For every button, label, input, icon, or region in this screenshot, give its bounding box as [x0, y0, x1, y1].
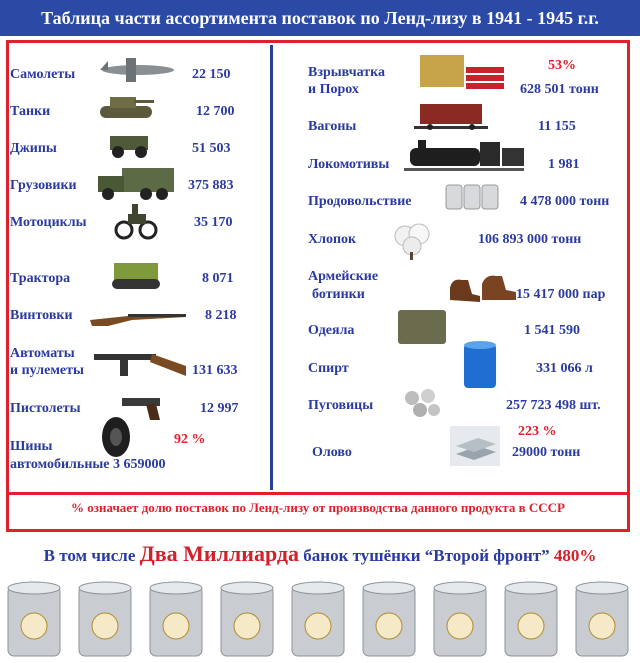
item-value-rifles: 8 218 [205, 308, 237, 323]
item-value-boots: 15 417 000 пар [516, 287, 606, 302]
item-value-trucks: 375 883 [188, 178, 234, 193]
item-value-smg: 131 633 [192, 363, 238, 378]
item-label-trucks: Грузовики [10, 178, 77, 193]
item-value-pistols: 12 997 [200, 401, 239, 416]
motorcycle-icon [114, 202, 158, 240]
jeep-icon [106, 126, 152, 160]
item-value-explosives: 628 501 тонн [520, 82, 599, 97]
tire-icon [100, 416, 132, 458]
divider-line [6, 492, 630, 495]
item-label-railcars: Вагоны [308, 119, 357, 134]
item-percent-tin: 223 % [518, 424, 557, 439]
item-label-smg: Автоматы [10, 346, 75, 361]
bottom-middle: банок тушёнки “Второй фронт” [299, 546, 554, 565]
item-label-tin: Олово [312, 445, 352, 460]
item-label-tractors: Трактора [10, 271, 71, 286]
tin-ingots-icon [448, 424, 502, 468]
barrel-icon [462, 340, 498, 392]
can-icon [75, 580, 135, 660]
blanket-icon [396, 308, 448, 346]
tractor-icon [110, 257, 162, 293]
item-value-tractors: 8 071 [202, 271, 234, 286]
item-value-railcars: 11 155 [538, 119, 576, 134]
column-divider [270, 45, 273, 490]
item-percent-tires: 92 % [174, 432, 206, 447]
item-value-locomotives: 1 981 [548, 157, 580, 172]
item-label-alcohol: Спирт [308, 361, 349, 376]
explosives-icon [418, 53, 506, 93]
can-icon [217, 580, 277, 660]
bottom-prefix: В том числе [43, 546, 140, 565]
item-value-cotton: 106 893 000 тонн [478, 232, 582, 247]
railcar-icon [412, 100, 490, 132]
item-label-blankets: Одеяла [308, 323, 355, 338]
can-icon [501, 580, 561, 660]
item-label-explosives: Взрывчатка [308, 65, 385, 80]
item-label-pistols: Пистолеты [10, 401, 81, 416]
page-title: Таблица части ассортимента поставок по Ленд-лизу в 1941 - 1945 г.г. [0, 0, 640, 36]
tank-icon [96, 90, 156, 122]
item-label-boots-line2: ботинки [312, 287, 365, 302]
item-label-food: Продовольствие [308, 194, 412, 209]
item-label-motorcycles: Мотоциклы [10, 215, 87, 230]
item-value-buttons: 257 723 498 шт. [506, 398, 601, 413]
bottom-percent: 480% [553, 546, 597, 565]
item-label-jeeps: Джипы [10, 141, 57, 156]
item-value-blankets: 1 541 590 [524, 323, 580, 338]
buttons-icon [402, 388, 442, 420]
item-label-rifles: Винтовки [10, 308, 73, 323]
item-label-explosives-line2: и Порох [308, 82, 359, 97]
item-value-motorcycles: 35 170 [194, 215, 233, 230]
item-label-buttons: Пуговицы [308, 398, 374, 413]
bottom-highlight: Два Миллиарда [139, 541, 300, 566]
item-value-tanks: 12 700 [196, 104, 235, 119]
can-icon [430, 580, 490, 660]
item-label-cotton: Хлопок [308, 232, 357, 247]
rifle-icon [88, 306, 190, 330]
item-value-jeeps: 51 503 [192, 141, 231, 156]
truck-icon [92, 162, 176, 202]
item-value-airplanes: 22 150 [192, 67, 231, 82]
item-label-tires-line2: автомобильные 3 659000 [10, 457, 166, 472]
item-value-tin: 29000 тонн [512, 445, 581, 460]
cans-icon [444, 181, 500, 213]
can-icon [146, 580, 206, 660]
item-value-alcohol: 331 066 л [536, 361, 593, 376]
item-label-smg-line2: и пулеметы [10, 363, 84, 378]
locomotive-icon [402, 140, 526, 174]
item-label-locomotives: Локомотивы [308, 157, 390, 172]
airplane-icon [98, 55, 178, 85]
item-percent-explosives: 53% [548, 58, 576, 73]
item-label-tires: Шины [10, 439, 53, 454]
can-icon [4, 580, 64, 660]
item-label-boots: Армейские [308, 269, 379, 284]
item-value-food: 4 478 000 тонн [520, 194, 610, 209]
item-label-tanks: Танки [10, 104, 51, 119]
can-icon [572, 580, 632, 660]
submachine-gun-icon [92, 346, 188, 384]
cotton-icon [390, 216, 434, 260]
boots-icon [446, 266, 520, 308]
can-icon [359, 580, 419, 660]
footnote: % означает долю поставок по Ленд-лизу от производства данного продукта в СССР [71, 500, 565, 515]
item-label-airplanes: Самолеты [10, 67, 76, 82]
bottom-caption [0, 541, 640, 567]
can-icon [288, 580, 348, 660]
